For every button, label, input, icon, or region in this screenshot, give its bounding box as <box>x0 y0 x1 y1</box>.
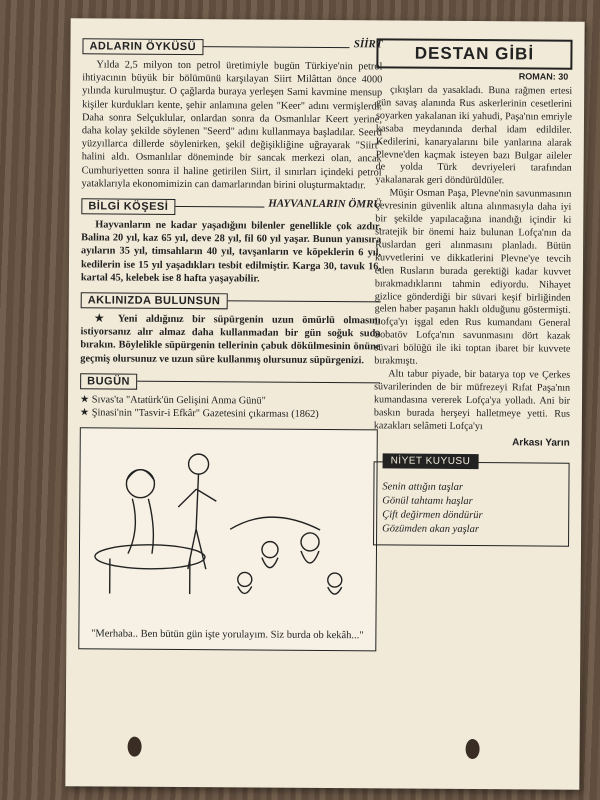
aklinizda-label: AKLINIZDA BULUNSUN <box>81 292 228 309</box>
roman-number: ROMAN: 30 <box>518 71 569 82</box>
serial-paragraph: Altı tabur piyade, bir batarya top ve Çerkes süvarilerinden de bir müfrezeyi Rıfat Paşa'nın kumandasına vererek Lofça'ya yolladı. Ani bir baskın burada herşeyi halletmeye yetti. Rus kazakları selâmeti Lofça'yı <box>373 368 571 432</box>
adlarin-header <box>82 36 382 56</box>
bilgi-label: BİLGİ KÖŞESİ <box>81 198 175 215</box>
serial-paragraph: çıkışları da yasakladı. Buna rağmen ertesi gün savaş alanında Rus askerlerinin cesetlerini soyarken yakalanan iki yahudi, Paşa'nın emriyle kasaba meydanında derhal idam edildiler. Kedilerini, kanaryalarını bile yanlarına alarak Plevne'den kaçmak isteyen bazı Bulgar aileler de yolda Türk devriyeleri tarafından yakalanarak geri döndürüldüler. <box>375 84 573 187</box>
bugun-label: BUGÜN <box>80 373 137 389</box>
aklinizda-text: ★ Yeni aldığınız bir süpürgenin uzun ömürlü olmasını istiyorsanız alır almaz daha kullanmadan bir gün soğuk suda bırakın. Böylelikle süpürgenin tellerinin çabuk dökülmesinin önüne geçmiş olursunuz ve uzun süre kullanmış olursunuz süpürgenizi. <box>80 313 381 366</box>
poem-box <box>373 455 570 547</box>
cartoon-drawing <box>80 429 377 611</box>
left-column <box>78 30 382 651</box>
continued-note: Arkası Yarın <box>512 437 570 450</box>
right-column <box>373 38 573 547</box>
newspaper-clipping <box>65 18 584 790</box>
bugun-item: ★ Şinasi'nin "Tasvir-i Efkâr" Gazetesini çıkarması (1862) <box>79 407 319 421</box>
serial-paragraph: Müşir Osman Paşa, Plevne'nin savunmasının çevresinin güvenlik altına alınmasıyla daha iyi bir şekilde yapılacağına inandığı içindir ki stratejik bir önemi haiz bulunan Lofça'nın da Ruslardan geri alınmasını planladı. Bütün kuvvetlerini ve dikkatlerini Plevne'ye tevcih eden Rusların burada gerektiği kadar kuvvet bırakmadıklarını tahmin ediyordu. Nihayet gizlice gönderdiği bir süvari keşif birliğinden gelen haber paşanın haklı olduğunu göstermişti. Lofça'yı işgal eden Rus kumandanı General Sobatöv Lofça'nın savunmasını dört kazak süvari bölüğü ile iki toptan ibaret bir kuvvete bırakmıştı. <box>374 187 572 367</box>
bilgi-subtitle: HAYVANLARIN ÖMRÜ <box>264 198 381 211</box>
punch-hole <box>466 739 480 759</box>
aklinizda-header <box>81 290 381 310</box>
poem-line: Senin attığın taşlar <box>382 481 463 494</box>
bugun-item: ★ Sıvas'ta "Atatürk'ün Gelişini Anma Günü" <box>79 394 266 407</box>
adlarin-label: ADLARIN ÖYKÜSÜ <box>82 38 203 55</box>
adlarin-text: Yılda 2,5 milyon ton petrol üretimiyle bugün Türkiye'nin petrol ihtiyacının büyük bir bölümünü karşılayan Siirt Milâttan önce 4000 yılında kurulmuştur. O çağlarda buraya yerleşen Sami kavmine mensup kişiler kurdukları kente, şehir anlamına gelen "Keer" adını vermişlerdi. Daha sonra Selçuklular, onlardan sonra da Osmanlılar Keert yerine, daha kolay şekilde söylenen "Seerd" adını kullanmaya başladılar. Seerd yüzyıllarca dillerde söylenirken, şekil değişikliğine uğrayarak "Siirt" halini aldı. Osmanlılar döneminde bir sancak merkezi olan, ancak Cumhuriyetten sonra il haline getirilen Siirt, il sınırları içindeki petrol yataklarıyla ekonomimizin can damarlarından birini oluşturmaktadır. <box>81 59 383 192</box>
adlarin-place: SİİRT <box>350 38 383 50</box>
bilgi-header <box>81 196 381 216</box>
bilgi-text: Hayvanların ne kadar yaşadığını bilenler genellikle çok azdır. Balina 20 yıl, kaz 65 yıl, deve 28 yıl, fil 60 yıl yaşar. Bunun yanısıra ayıların 35 yıl, timsahların 40 yıl, tavşanların ve köpeklerin 6 yıl, kedilerin ise 15 yıl yaşadıkları tesbit edilmiştir. Karga 30, tavuk 16, kartal 45, kelebek ise 8 hafta yaşayabilir. <box>80 219 382 285</box>
bugun-header <box>80 371 380 391</box>
punch-hole <box>128 737 142 757</box>
serial-title: DESTAN GİBİ <box>376 38 572 69</box>
cartoon-caption: "Merhaba.. Ben bütün gün işte yorulayım. Siz burda ob kekâh..." <box>91 628 364 642</box>
poem-line: Çift değirmen döndürür <box>382 509 483 522</box>
poem-line: Gönül tahtamı haşlar <box>382 495 473 508</box>
poem-line: Gözümden akan yaşlar <box>382 523 479 536</box>
cartoon-panel <box>78 428 378 652</box>
poem-title: NİYET KUYUSU <box>383 454 479 470</box>
